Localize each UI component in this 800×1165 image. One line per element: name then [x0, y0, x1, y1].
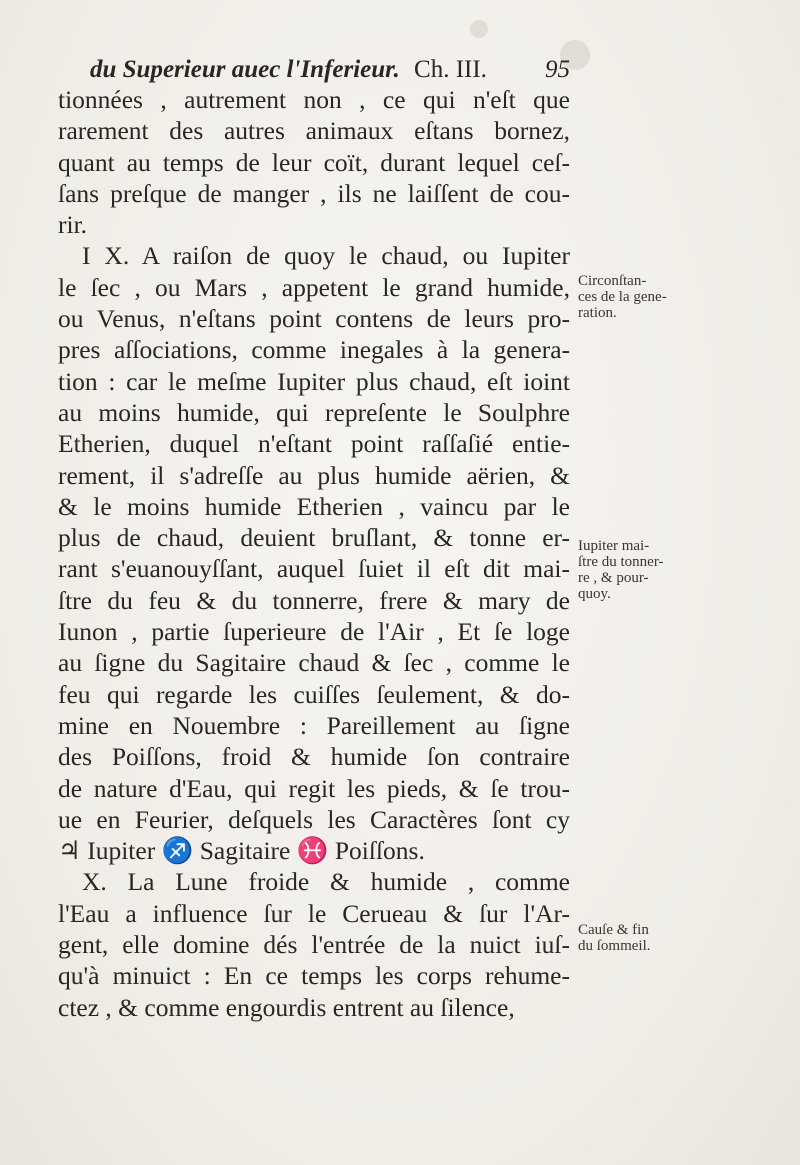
margin-note-sleep [578, 922, 688, 954]
text-line: & le moins humide Etherien , vaincu par le [58, 491, 570, 521]
text-line: l'Eau a influence ſur le Cerueau & ſur l'Ar- [58, 898, 570, 928]
text-line: ſans preſque de manger , ils ne laiſſent de cou- [58, 178, 570, 208]
margin-note-line: Circonſtan- [578, 273, 647, 289]
text-line: le ſec , ou Mars , appetent le grand humide, [58, 272, 570, 302]
text-line: I X. A raiſon de quoy le chaud, ou Iupiter [82, 241, 570, 271]
margin-note-line: ration. [578, 305, 617, 321]
margin-note-line: Cauſe & fin [578, 922, 649, 938]
text-line: ou Venus, n'eſtans point contens de leurs pro- [58, 304, 570, 334]
margin-note-line: ſtre du tonner- [578, 554, 664, 570]
text-line: des Poiſſons, froid & humide ſon contraire [58, 742, 570, 772]
text-line: ſtre du feu & du tonnerre, frere & mary de [58, 585, 570, 615]
text-line: feu qui regarde les cuiſſes ſeulement, & do- [58, 679, 570, 709]
margin-note-line: du ſommeil. [578, 938, 651, 954]
text-line: rir. [58, 210, 88, 240]
margin-note-line: ces de la gene- [578, 289, 667, 305]
text-line: Iunon , partie ſuperieure de l'Air , Et ſe loge [58, 617, 570, 647]
text-line: X. La Lune froide & humide , comme [82, 867, 570, 897]
text-line: de nature d'Eau, qui regit les pieds, & ſe trou- [58, 773, 570, 803]
margin-note-line: Iupiter mai- [578, 538, 650, 554]
margin-note-generation [578, 273, 688, 321]
text-line: quant au temps de leur coït, durant lequel ceſ- [58, 147, 570, 177]
text-line: tionnées , autrement non , ce qui n'eſt que [58, 85, 570, 114]
text-line: au ſigne du Sagitaire chaud & ſec , comme le [58, 648, 570, 678]
paper-stain [470, 20, 488, 38]
text-line: Etherien, duquel n'eſtant point raſſaſié entie- [58, 429, 570, 459]
text-line: rant s'euanouyſſant, auquel ſuiet il eſt dit mai- [58, 554, 570, 584]
text-line: gent, elle domine dés l'entrée de la nuict iuſ- [58, 930, 570, 960]
text-line: rarement des autres animaux eſtans bornez, [58, 116, 570, 146]
margin-note-line: quoy. [578, 586, 611, 602]
margin-note-line: re , & pour- [578, 570, 649, 586]
text-line: pres aſſociations, comme inegales à la genera- [58, 335, 570, 365]
text-line: plus de chaud, deuient bruſlant, & tonne er- [58, 523, 570, 553]
running-title: du Superieur auec l'Inferieur. [90, 56, 400, 83]
text-line: ♃ Iupiter ♐ Sagitaire ♓ Poiſſons. [58, 836, 425, 866]
text-line: ctez , & comme engourdis entrent au ſilence, [58, 992, 515, 1022]
text-line: tion : car le meſme Iupiter plus chaud, eſt ioint [58, 366, 570, 396]
chapter-label: Ch. III. [414, 56, 487, 83]
text-line: ue en Feurier, deſquels les Caractères ſont cy [58, 804, 570, 834]
page-number: 95 [545, 56, 570, 83]
text-line: qu'à minuict : En ce temps les corps rehume- [58, 961, 570, 991]
margin-note-jupiter [578, 538, 688, 602]
text-line: rement, il s'adreſſe au plus humide aërien, & [58, 460, 570, 490]
text-line: au moins humide, qui repreſente le Soulphre [58, 397, 570, 427]
body-text [58, 84, 570, 1023]
text-line: mine en Nouembre : Pareillement au ſigne [58, 710, 570, 740]
